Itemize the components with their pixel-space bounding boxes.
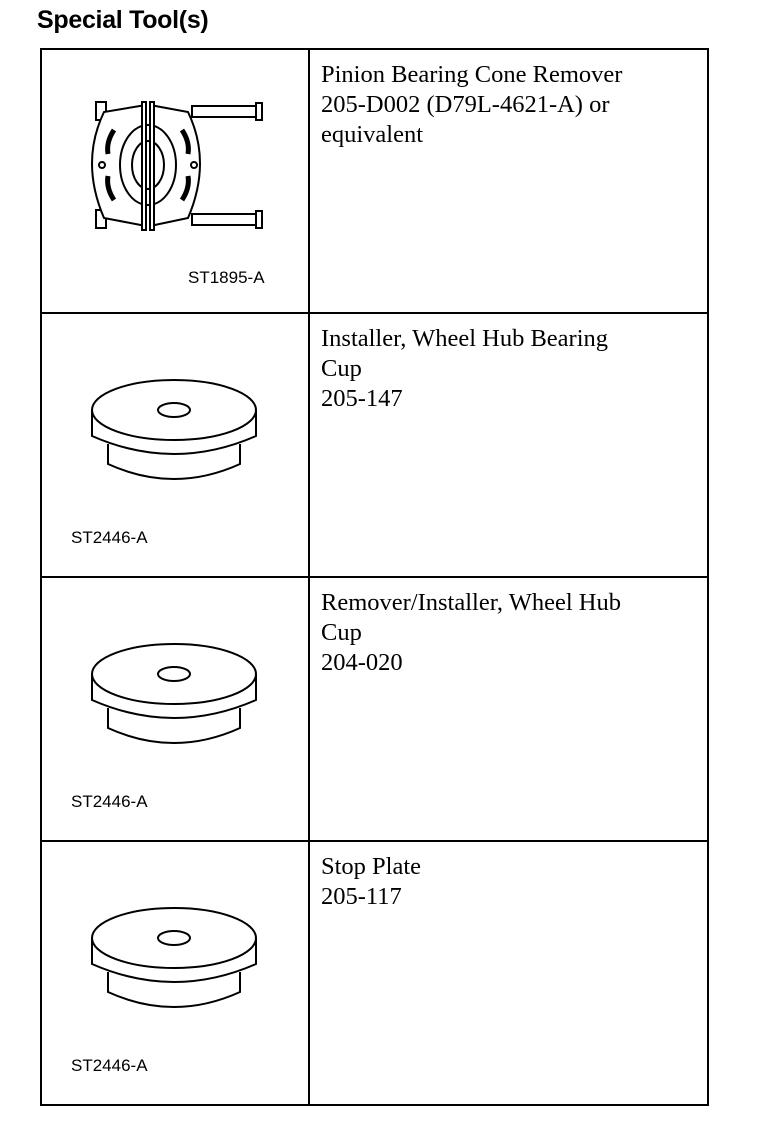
tool-row — [41, 841, 708, 1105]
figure-code: ST1895-A — [188, 268, 265, 287]
bearing-separator-icon — [42, 50, 308, 304]
tool-illustration-cell — [41, 841, 309, 1105]
tool-row — [41, 49, 708, 313]
tool-name: Remover/Installer, Wheel Hub — [321, 589, 621, 616]
tool-description-cell — [309, 313, 708, 577]
tool-name: Installer, Wheel Hub Bearing — [321, 325, 609, 352]
tool-name: Pinion Bearing Cone Remover — [321, 61, 623, 88]
tool-description-cell — [309, 577, 708, 841]
figure-code: ST2446-A — [71, 528, 148, 547]
figure-code: ST2446-A — [71, 1056, 148, 1075]
tool-illustration-cell — [41, 313, 309, 577]
tool-row — [41, 313, 708, 577]
tool-number: 205-117 — [321, 883, 402, 910]
tool-illustration-cell — [41, 577, 309, 841]
tool-number: 205-D002 (D79L-4621-A) or — [321, 91, 610, 118]
page-title: Special Tool(s) — [37, 6, 209, 34]
tool-row — [41, 577, 708, 841]
figure-code: ST2446-A — [71, 792, 148, 811]
tool-number: 205-147 — [321, 385, 403, 412]
tool-name-cont: Cup — [321, 355, 362, 382]
tool-name-cont: Cup — [321, 619, 362, 646]
tool-name: Stop Plate — [321, 853, 422, 880]
tool-number: 204-020 — [321, 649, 403, 676]
tool-illustration-cell — [41, 49, 309, 313]
special-tools-table — [40, 48, 709, 1106]
tool-note: equivalent — [321, 121, 424, 148]
tool-description-cell — [309, 49, 708, 313]
tool-description-cell — [309, 841, 708, 1105]
